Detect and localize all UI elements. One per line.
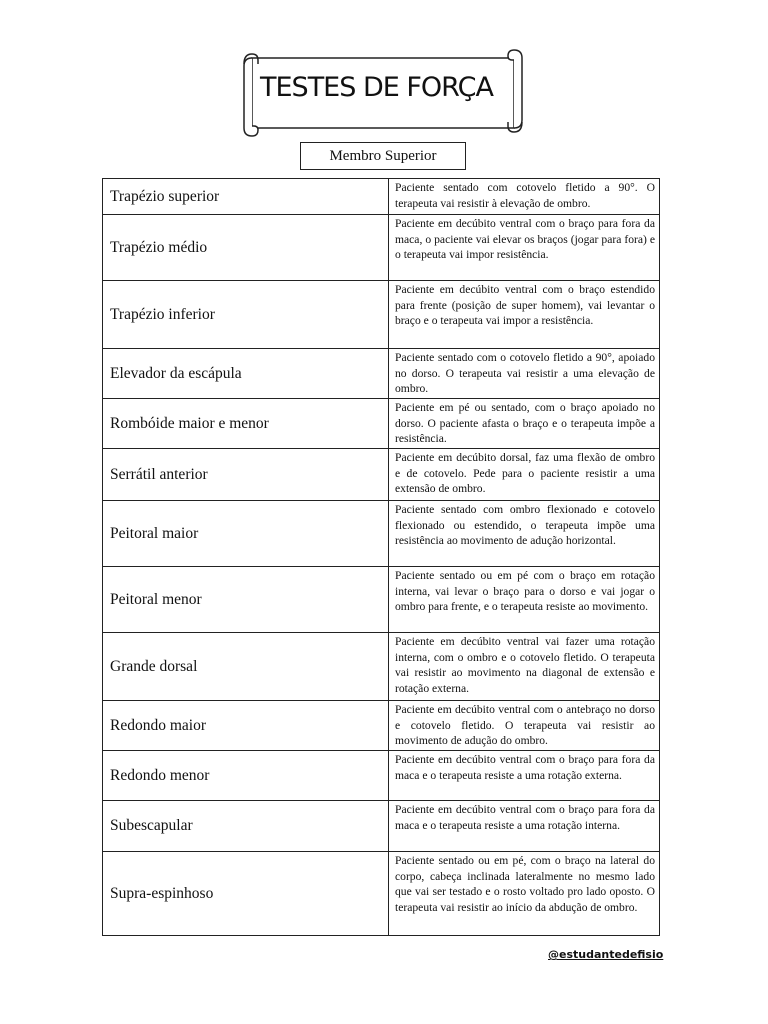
page-title: TESTES DE FORÇA xyxy=(260,72,493,103)
test-description: Paciente em decúbito ventral com o braço para fora da maca, o paciente vai elevar os braços (jogar para fora) e o terapeuta vai impor resistência. xyxy=(389,215,660,281)
muscle-name: Trapézio superior xyxy=(103,179,389,215)
muscle-name: Trapézio inferior xyxy=(103,281,389,349)
muscle-name: Trapézio médio xyxy=(103,215,389,281)
muscle-name: Rombóide maior e menor xyxy=(103,399,389,449)
test-description: Paciente em pé ou sentado, com o braço apoiado no dorso. O paciente afasta o braço e o terapeuta impõe a resistência. xyxy=(389,399,660,449)
table-row xyxy=(103,449,660,501)
section-title: Membro Superior xyxy=(300,142,466,170)
test-description: Paciente sentado com ombro flexionado e cotovelo flexionado ou estendido, o terapeuta impõe uma resistência ao movimento de adução horizontal. xyxy=(389,501,660,567)
table-row xyxy=(103,801,660,852)
muscle-name: Peitoral menor xyxy=(103,567,389,633)
muscle-name: Elevador da escápula xyxy=(103,349,389,399)
table-row xyxy=(103,567,660,633)
muscle-name: Supra-espinhoso xyxy=(103,852,389,936)
table-row xyxy=(103,751,660,801)
test-description: Paciente em decúbito ventral vai fazer uma rotação interna, com o ombro e o cotovelo fletido. O terapeuta vai resistir ao movimento na diagonal de extensão e rotação externa. xyxy=(389,633,660,701)
test-description: Paciente em decúbito ventral com o braço para fora da maca e o terapeuta resiste a uma rotação externa. xyxy=(389,751,660,801)
table-row xyxy=(103,701,660,751)
muscle-name: Redondo maior xyxy=(103,701,389,751)
table-row xyxy=(103,281,660,349)
test-description: Paciente sentado com cotovelo fletido a 90°. O terapeuta vai resistir à elevação de ombro. xyxy=(389,179,660,215)
test-description: Paciente em decúbito ventral com o antebraço no dorso e cotovelo fletido. O terapeuta vai resistir ao movimento de adução do ombro. xyxy=(389,701,660,751)
test-description: Paciente sentado com o cotovelo fletido a 90°, apoiado no dorso. O terapeuta vai resistir a uma elevação de ombro. xyxy=(389,349,660,399)
muscle-name: Subescapular xyxy=(103,801,389,852)
muscle-tests-table xyxy=(102,178,660,936)
table-row xyxy=(103,501,660,567)
test-description: Paciente sentado ou em pé com o braço em rotação interna, vai levar o braço para o dorso e vai jogar o ombro para frente, e o terapeuta resiste ao movimento. xyxy=(389,567,660,633)
test-description: Paciente sentado ou em pé, com o braço na lateral do corpo, cabeça inclinada lateralmente no mesmo lado que vai ser testado e o rosto voltado pro lado oposto. O terapeuta vai resistir ao início da abdução de ombro. xyxy=(389,852,660,936)
muscle-name: Peitoral maior xyxy=(103,501,389,567)
muscle-name: Redondo menor xyxy=(103,751,389,801)
footer-handle: @estudantedefisio xyxy=(548,948,664,961)
muscle-name: Grande dorsal xyxy=(103,633,389,701)
table-row xyxy=(103,633,660,701)
table-row xyxy=(103,852,660,936)
test-description: Paciente em decúbito dorsal, faz uma flexão de ombro e de cotovelo. Pede para o paciente resistir a uma extensão de ombro. xyxy=(389,449,660,501)
table-row xyxy=(103,179,660,215)
table-row xyxy=(103,399,660,449)
muscle-name: Serrátil anterior xyxy=(103,449,389,501)
title-banner xyxy=(232,44,532,140)
test-description: Paciente em decúbito ventral com o braço estendido para frente (posição de super homem), vai levantar o braço e o terapeuta vai impor a resistência. xyxy=(389,281,660,349)
table-body xyxy=(103,179,660,936)
table-row xyxy=(103,349,660,399)
test-description: Paciente em decúbito ventral com o braço para fora da maca e o terapeuta resiste a uma rotação interna. xyxy=(389,801,660,852)
table-row xyxy=(103,215,660,281)
